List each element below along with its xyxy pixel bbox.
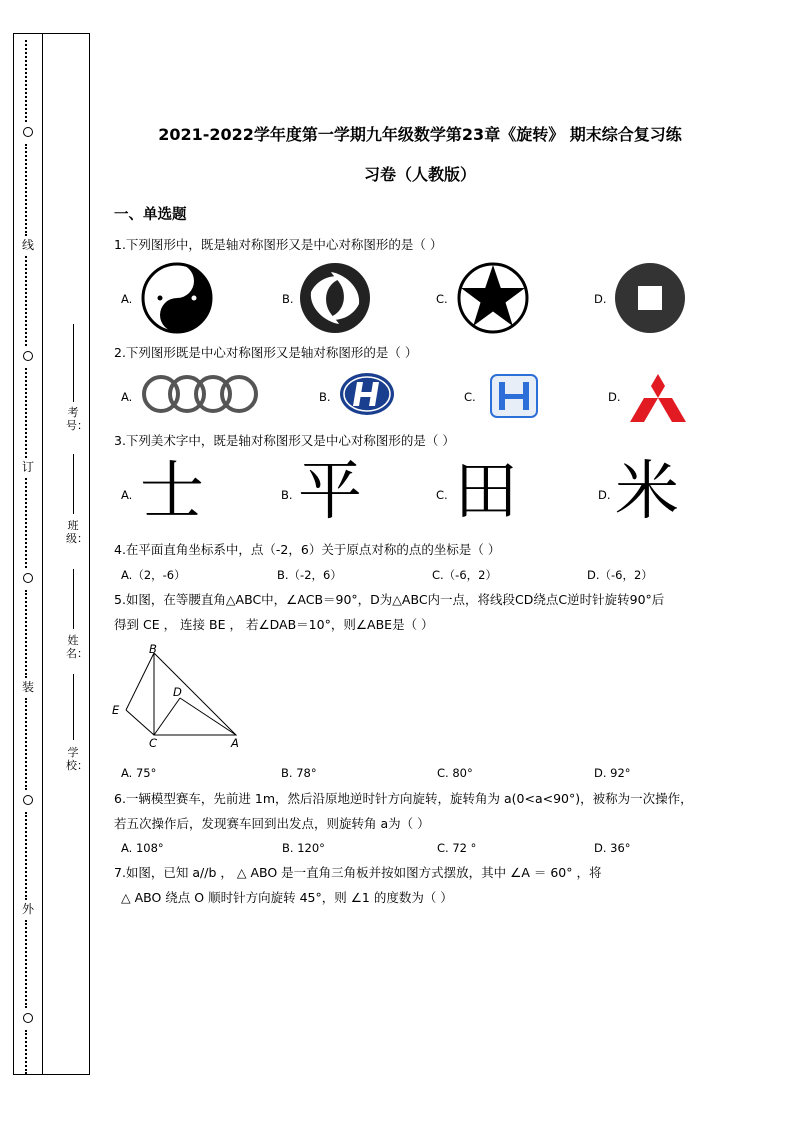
q1-option-c-label: C. — [436, 292, 448, 306]
q2-option-d-label: D. — [608, 390, 621, 404]
field-underline — [73, 569, 74, 629]
section-heading: 一、单选题 — [114, 207, 187, 223]
question-2-stem: 2.下列图形既是中心对称图形又是轴对称图形的是（ ） — [114, 345, 418, 360]
cut-char-zhuang: 装 — [21, 680, 34, 694]
swirl-logo-icon — [299, 262, 371, 334]
field-label-school: 学校： — [66, 746, 88, 772]
q5-option-a: A. 75° — [121, 766, 157, 780]
q3-char-a: 士 — [140, 455, 204, 529]
q3-option-d-label: D. — [598, 488, 611, 502]
figure-label-b: B — [149, 642, 157, 656]
page-title-line1: 2021-2022学年度第一学期九年级数学第23章《旋转》 期末综合复习练 — [158, 125, 682, 144]
field-label-exam-no: 考号： — [66, 406, 88, 432]
circle-icon — [22, 794, 34, 806]
hyundai-logo-icon — [339, 372, 395, 416]
question-6-stem-line2: 若五次操作后，发现赛车回到出发点，则旋转角 a为（ ） — [114, 816, 430, 831]
star-in-circle-icon — [457, 262, 529, 334]
question-7-stem-line2: △ ABO 绕点 O 顺时针方向旋转 45°，则 ∠1 的度数为（ ） — [121, 890, 453, 905]
q5-option-d: D. 92° — [594, 766, 631, 780]
circle-icon — [22, 1012, 34, 1024]
binding-divider — [42, 34, 43, 1074]
q6-option-d: D. 36° — [594, 841, 631, 855]
circle-icon — [22, 572, 34, 584]
four-rings-logo-icon — [141, 374, 259, 414]
q4-option-a: A.（2，-6） — [121, 568, 186, 582]
q3-char-d: 米 — [615, 455, 679, 529]
q1-option-b-label: B. — [282, 292, 294, 306]
dotted-line — [25, 1030, 31, 1074]
q4-option-d: D.（-6，2） — [587, 568, 653, 582]
q3-option-a-label: A. — [121, 488, 133, 502]
cut-line-column — [14, 34, 42, 1074]
dotted-line — [25, 368, 31, 458]
q3-option-b-label: B. — [281, 488, 293, 502]
dotted-line — [25, 590, 31, 678]
figure-label-d: D — [173, 685, 182, 699]
dotted-line — [25, 698, 31, 790]
q2-option-b-label: B. — [319, 390, 331, 404]
q6-option-a: A. 108° — [121, 841, 164, 855]
yin-yang-icon — [141, 262, 213, 334]
q3-char-c: 田 — [454, 455, 518, 529]
figure-label-a: A — [231, 736, 239, 750]
honda-logo-icon — [490, 374, 538, 418]
dotted-line — [25, 144, 31, 236]
q6-option-c: C. 72 ° — [437, 841, 477, 855]
question-5-stem-line2: 得到 CE ， 连接 BE ， 若∠DAB＝10°，则∠ABE是（ ） — [114, 617, 434, 632]
circle-icon — [22, 126, 34, 138]
dotted-line — [25, 478, 31, 568]
question-1-stem: 1.下列图形中，既是轴对称图形又是中心对称图形的是（ ） — [114, 237, 443, 252]
field-underline — [73, 674, 74, 740]
dotted-line — [25, 40, 31, 122]
dotted-line — [25, 812, 31, 900]
q6-option-b: B. 120° — [282, 841, 325, 855]
field-label-class: 班级： — [66, 519, 88, 545]
q3-char-b: 平 — [298, 455, 362, 529]
q1-option-a-label: A. — [121, 292, 133, 306]
q5-option-b: B. 78° — [281, 766, 317, 780]
question-6-stem-line1: 6.一辆模型赛车，先前进 1m，然后沿原地逆时针方向旋转，旋转角为 a(0<a<90°)，被称为一次操作， — [114, 791, 693, 806]
question-5-stem-line1: 5.如图，在等腰直角△ABC中，∠ACB＝90°，D为△ABC内一点，将线段CD绕点C逆时针旋转90°后 — [114, 592, 665, 607]
question-4-stem: 4.在平面直角坐标系中，点（-2，6）关于原点对称的点的坐标是（ ） — [114, 542, 501, 557]
q2-option-c-label: C. — [464, 390, 476, 404]
dotted-line — [25, 256, 31, 346]
q4-option-b: B.（-2，6） — [277, 568, 342, 582]
page-title-line2: 习卷（人教版） — [363, 165, 476, 184]
dotted-line — [25, 920, 31, 1008]
question-7-stem-line1: 7.如图，已知 a//b ， △ ABO 是一直角三角板并按如图方式摆放，其中 ∠A ＝ 60° ，将 — [114, 865, 602, 880]
q3-option-c-label: C. — [436, 488, 448, 502]
figure-label-e: E — [112, 703, 120, 717]
q1-option-d-label: D. — [594, 292, 607, 306]
cut-char-xian: 线 — [21, 238, 34, 252]
figure-label-c: C — [149, 736, 158, 750]
field-underline — [73, 454, 74, 514]
square-hole-coin-icon — [614, 262, 686, 334]
cut-char-ding: 订 — [21, 460, 34, 474]
question-3-stem: 3.下列美术字中，既是轴对称图形又是中心对称图形的是（ ） — [114, 433, 455, 448]
q5-option-c: C. 80° — [437, 766, 473, 780]
binding-margin — [13, 33, 90, 1075]
cut-char-wai: 外 — [21, 902, 34, 916]
three-diamonds-logo-icon — [630, 374, 686, 422]
circle-icon — [22, 350, 34, 362]
q2-option-a-label: A. — [121, 390, 133, 404]
field-label-name: 姓名： — [66, 634, 88, 660]
field-underline — [73, 324, 74, 402]
q4-option-c: C.（-6，2） — [432, 568, 497, 582]
